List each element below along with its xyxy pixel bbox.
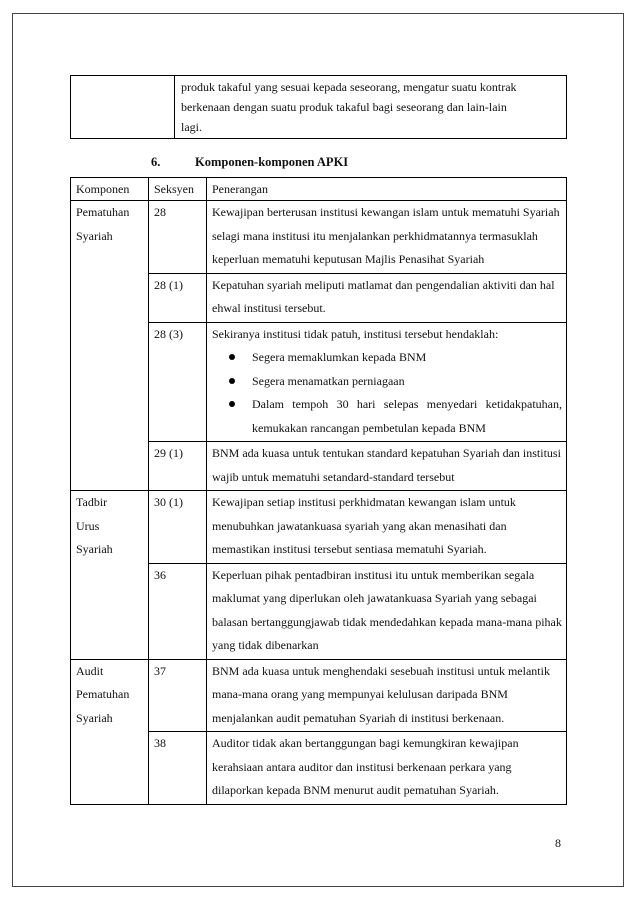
komponen-line: Audit [76, 663, 104, 678]
seksyen-cell: 30 (1) [149, 491, 207, 564]
bullet-text: Segera menamatkan perniagaan [252, 373, 405, 388]
penerangan-cell: Kepatuhan syariah meliputi matlamat dan pengendalian aktiviti dan hal ehwal institusi tersebut. [207, 273, 567, 322]
table-row [71, 201, 567, 274]
penerangan-cell: BNM ada kuasa untuk menghendaki sesebuah institusi untuk melantik mana-mana orang yang mempunyai kelulusan daripada BNM menjalankan audit pematuhan Syariah di institusi berkenaan. [207, 659, 567, 732]
komponen-line: Tadbir [76, 495, 108, 509]
penerangan-cell [207, 322, 567, 442]
komponen-line: Syariah [76, 542, 113, 556]
section-heading [151, 155, 348, 170]
penerangan-cell: Auditor tidak akan bertanggungan bagi kemungkiran kewajipan kerahsiaan antara auditor dan institusi berkenaan perkara yang dilaporkan kepada BNM menurut audit pematuhan Syariah. [207, 732, 567, 805]
section-number: 6. [151, 155, 161, 169]
penerangan-cell: Kewajipan berterusan institusi kewangan islam untuk mematuhi Syariah selagi mana institusi itu menjalankan perkhidmatannya termasuklah keperluan mematuhi keputusan Majlis Penasihat Syariah [207, 201, 567, 274]
komponen-line: Urus [76, 518, 100, 533]
continuation-line: berkenaan dengan suatu produk takaful bagi seseorang dan lain-lain [181, 100, 507, 114]
continuation-text-cell [175, 76, 567, 139]
continuation-empty-cell [71, 76, 175, 139]
komponen-line: Pematuhan [76, 687, 130, 701]
header-komponen: Komponen [71, 178, 149, 201]
penerangan-intro: Sekiranya institusi tidak patuh, institusi tersebut hendaklah: [212, 326, 499, 341]
bullet-item [252, 393, 562, 440]
seksyen-cell: 28 (3) [149, 322, 207, 442]
seksyen-cell: 28 (1) [149, 273, 207, 322]
continuation-line: produk takaful yang sesuai kepada seseorang, mengatur suatu kontrak [181, 80, 517, 94]
table-row [71, 659, 567, 732]
komponen-line: Syariah [76, 228, 113, 243]
table-header-row [71, 178, 567, 201]
bullet-text: Segera memaklumkan kepada BNM [252, 350, 427, 364]
seksyen-cell: 29 (1) [149, 442, 207, 491]
seksyen-cell: 28 [149, 201, 207, 274]
section-title: Komponen-komponen APKI [195, 155, 349, 169]
seksyen-cell: 37 [149, 659, 207, 732]
komponen-line: Syariah [76, 710, 113, 725]
komponen-line: Pematuhan [76, 205, 130, 219]
continuation-line: lagi. [181, 120, 202, 134]
komponen-cell-tadbir-urus-syariah [71, 491, 149, 660]
bullet-text: Dalam tempoh 30 hari selepas menyedari ketidakpatuhan, kemukakan rancangan pembetulan kepada BNM [252, 397, 562, 435]
page-number: 8 [555, 836, 561, 850]
bullet-list [212, 346, 562, 440]
bullet-item [252, 370, 562, 394]
seksyen-cell: 36 [149, 563, 207, 659]
komponen-cell-audit-pematuhan-syariah [71, 659, 149, 804]
bullet-item [252, 346, 562, 370]
komponen-cell-pematuhan-syariah [71, 201, 149, 491]
apki-components-table [70, 177, 567, 805]
header-penerangan: Penerangan [207, 178, 567, 201]
penerangan-cell: Keperluan pihak pentadbiran institusi itu untuk memberikan segala maklumat yang diperlukan oleh jawatankuasa Syariah yang sebagai balasan bertanggungjawab tidak mendedahkan kepada mana-mana pihak yang tidak dibenarkan [207, 563, 567, 659]
penerangan-cell: BNM ada kuasa untuk tentukan standard kepatuhan Syariah dan institusi wajib untuk mematuhi setandard-standard tersebut [207, 442, 567, 491]
table-row [71, 491, 567, 564]
header-seksyen: Seksyen [149, 178, 207, 201]
continuation-row [71, 76, 567, 139]
continuation-table [70, 75, 567, 139]
penerangan-cell: Kewajipan setiap institusi perkhidmatan kewangan islam untuk menubuhkan jawatankuasa syariah yang akan menasihati dan memastikan institusi tersebut sentiasa mematuhi Syariah. [207, 491, 567, 564]
seksyen-cell: 38 [149, 732, 207, 805]
